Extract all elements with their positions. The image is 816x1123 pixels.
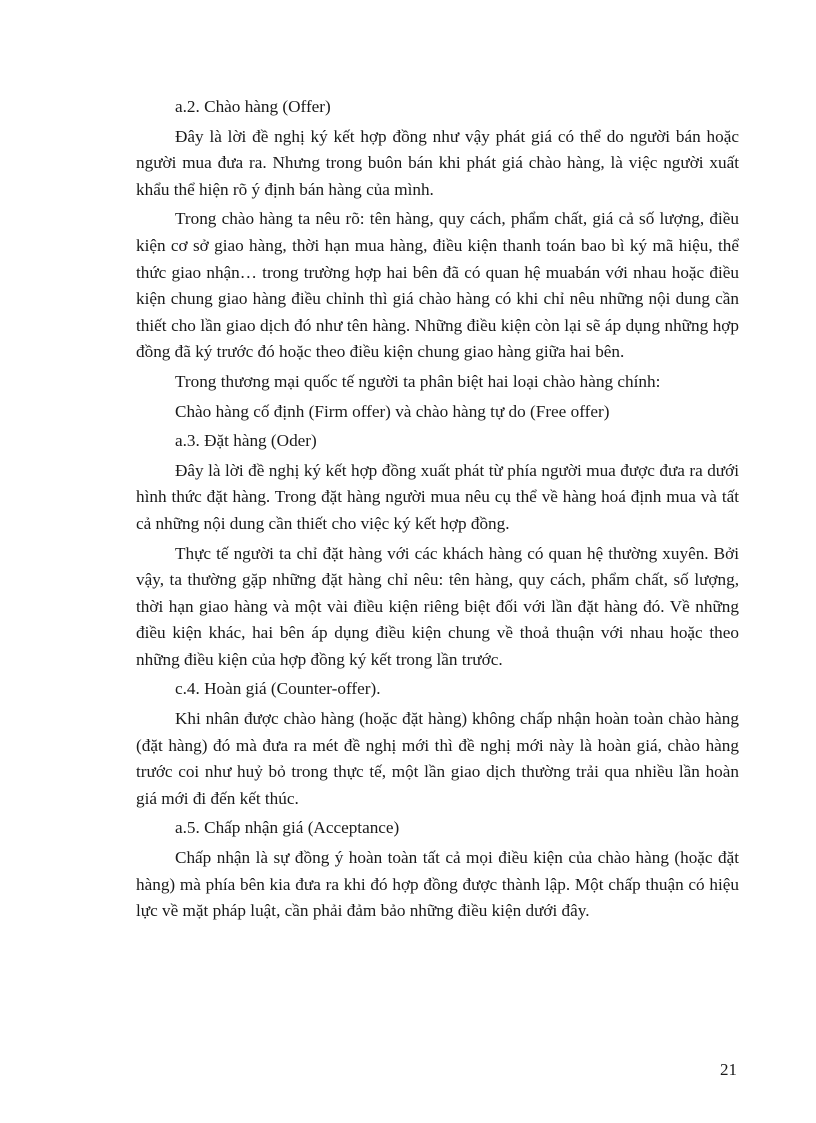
paragraph-counter-offer: Khi nhân được chào hàng (hoặc đặt hàng) không chấp nhận hoàn toàn chào hàng (đặt hàng) đó mà đưa ra mét đề nghị mới thì đề nghị mới này là hoàn giá, chào hàng trước coi như huỷ bỏ trong thực tế, một lần giao dịch thường trải qua nhiều lần hoàn giá mới đi đến kết thúc. <box>136 709 739 808</box>
paragraph-order-definition: Đây là lời đề nghị ký kết hợp đồng xuất phát từ phía người mua được đưa ra dưới hình thức đặt hàng. Trong đặt hàng người mua nêu cụ thể về hàng hoá định mua và tất cả những nội dung cần thiết cho việc ký kết hợp đồng. <box>136 460 739 533</box>
paragraph-offer-contents: Trong chào hàng ta nêu rõ: tên hàng, quy cách, phẩm chất, giá cả số lượng, điều kiện cơ sở giao hàng, thời hạn mua hàng, điều kiện thanh toán bao bì ký mã hiệu, thể thức giao nhận… trong trường hợp hai bên đã có quan hệ muabán với nhau hoặc điều kiện chung giao hàng điều chỉnh thì giá chào hàng có khi chỉ nêu những nội dung cần thiết cho lần giao dịch đó như tên hàng. Những điều kiện còn lại sẽ áp dụng những hợp đồng đã ký trước đó hoặc theo điều kiện chung giao hàng giữa hai bên. <box>136 209 739 362</box>
paragraph-offer-types: Chào hàng cố định (Firm offer) và chào hàng tự do (Free offer) <box>175 401 610 421</box>
paragraph-offer-definition: Đây là lời đề nghị ký kết hợp đồng như vậy phát giá có thể do người bán hoặc người mua đưa ra. Nhưng trong buôn bán khi phát giá chào hàng, là việc người xuất khẩu thể hiện rõ ý định bán hàng của mình. <box>136 126 739 199</box>
section-heading-offer: a.2. Chào hàng (Offer) <box>175 97 331 116</box>
page-number: 21 <box>720 1060 737 1079</box>
paragraph-order-practice: Thực tế người ta chỉ đặt hàng với các khách hàng có quan hệ thường xuyên. Bởi vậy, ta thường gặp những đặt hàng chỉ nêu: tên hàng, quy cách, phẩm chất, số lượng, thời hạn giao hàng và một vài điều kiện riêng biệt đối với lần đặt hàng đó. Về những điều kiện khác, hai bên áp dụng điều kiện chung về thoả thuận với nhau hoặc theo những điều kiện của hợp đồng ký kết trong lần trước. <box>136 543 739 669</box>
paragraph-acceptance: Chấp nhận là sự đồng ý hoàn toàn tất cả mọi điều kiện của chào hàng (hoặc đặt hàng) mà phía bên kia đưa ra khi đó hợp đồng được thành lập. Một chấp thuận có hiệu lực về mặt pháp luật, cần phải đảm bảo những điều kiện dưới đây. <box>136 848 739 921</box>
page-body <box>136 94 739 925</box>
section-heading-order: a.3. Đặt hàng (Oder) <box>175 431 317 451</box>
section-heading-counter-offer: c.4. Hoàn giá (Counter-offer). <box>175 679 381 699</box>
paragraph-offer-types-intro: Trong thương mại quốc tế người ta phân biệt hai loại chào hàng chính: <box>175 371 661 391</box>
section-heading-acceptance: a.5. Chấp nhận giá (Acceptance) <box>175 818 400 838</box>
